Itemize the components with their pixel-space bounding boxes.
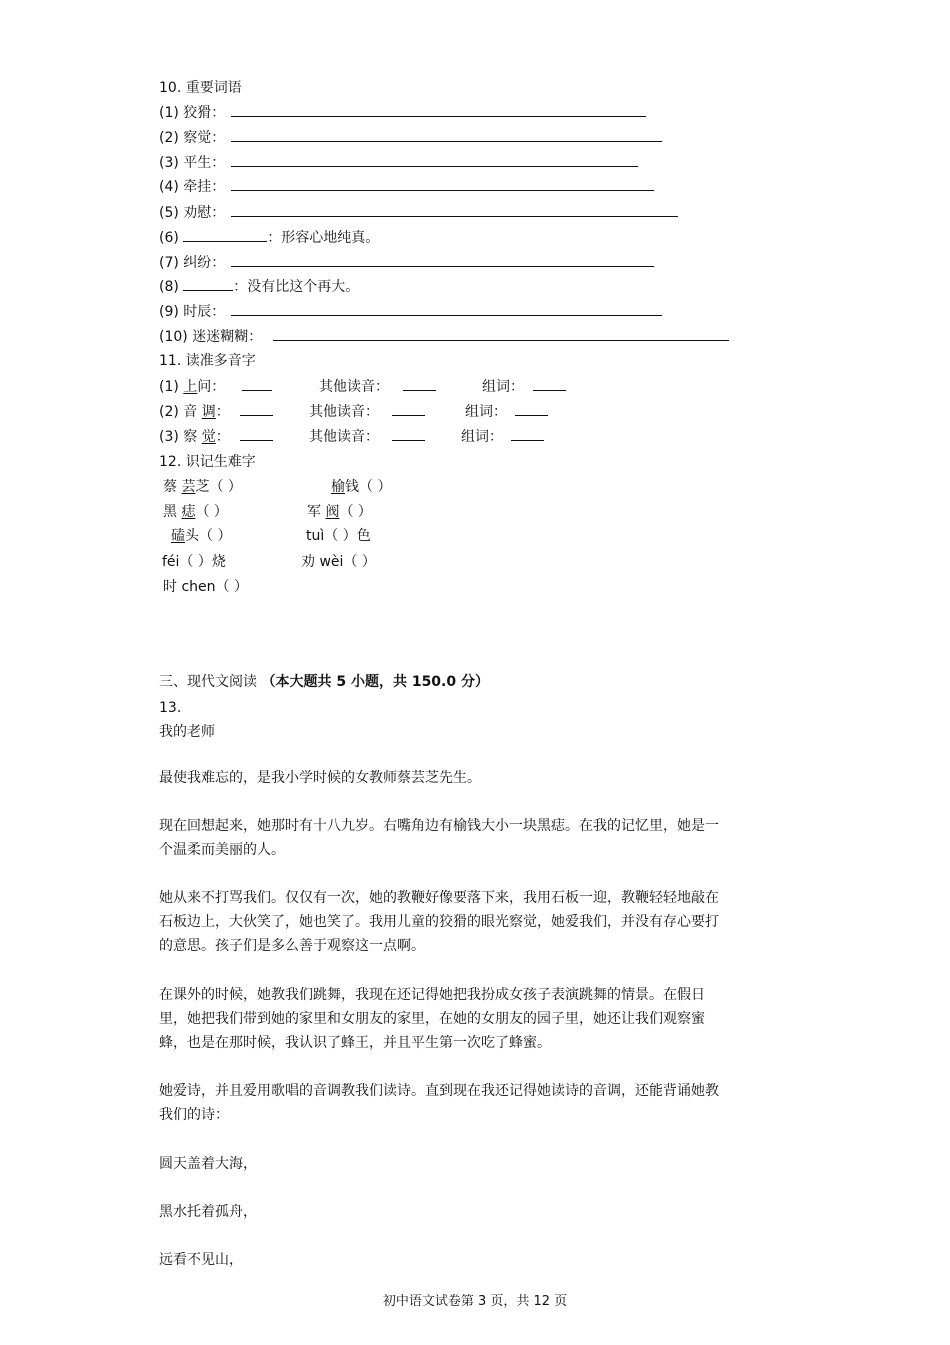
other-reading-label: 其他读音：: [309, 429, 379, 445]
other-reading-label: 其他读音：: [319, 379, 389, 395]
word-group-blank[interactable]: [533, 378, 566, 391]
q12-item-heizhi: 黑 痣（ ）: [163, 504, 228, 520]
q11-row-1: (1) 上问：: [159, 379, 226, 395]
poem-line-1: 圆天盖着大海，: [159, 1156, 257, 1172]
q10-item-7: [159, 254, 225, 272]
q12-item-tuise: tuì（ ）色: [306, 528, 371, 544]
other-reading-label: 其他读音：: [309, 404, 379, 420]
other-reading-blank[interactable]: [403, 378, 436, 391]
item-definition: ：形容心地纯真。: [267, 230, 380, 246]
page-footer: 初中语文试卷第 3 页，共 12 页: [382, 1294, 568, 1309]
row-number: (2): [159, 404, 179, 420]
word-group-label: 组词：: [482, 379, 524, 395]
answer-blank[interactable]: [231, 254, 654, 267]
passage-paragraph-3: 她从来不打骂我们。仅仅有一次，她的教鞭好像要落下来，我用石板一迎，教鞭轻轻地敲在石板边上，大伙笑了，她也笑了。我用儿童的狡猾的眼光察觉，她爱我们，并没有存心要打的意思。孩子们是多么善于观察这一点啊。: [159, 890, 719, 954]
reading-blank[interactable]: [240, 428, 273, 441]
target-char: 觉: [201, 429, 216, 445]
q12-item-shichen: 时 chen（ ）: [163, 579, 248, 595]
passage-paragraph-5: 她爱诗，并且爱用歌唱的音调教我们读诗。直到现在我还记得她读诗的音调，还能背诵她教我们的诗：: [159, 1083, 719, 1123]
item-word: 劝慰：: [183, 205, 226, 221]
reading-blank[interactable]: [242, 378, 272, 391]
section-3-title: 三、现代文阅读 （本大题共 5 小题，共 150.0 分）: [159, 674, 489, 690]
current-page: 3: [477, 1294, 487, 1309]
item-number: (5): [159, 205, 179, 221]
q13-number: 13.: [159, 700, 182, 716]
answer-blank[interactable]: [183, 229, 267, 242]
item-word: 纠纷：: [183, 255, 226, 271]
answer-blank[interactable]: [231, 178, 654, 191]
answer-blank[interactable]: [231, 154, 638, 167]
q12-heading: 12. 识记生难字: [159, 454, 256, 470]
q11-row-3: (3) 察 觉：: [159, 429, 230, 445]
poem-line-2: 黑水托着孤舟，: [159, 1204, 257, 1220]
passage-paragraph-2: 现在回想起来，她那时有十八九岁。右嘴角边有榆钱大小一块黑痣。在我的记忆里，她是一个温柔而美丽的人。: [159, 818, 719, 858]
reading-blank[interactable]: [240, 403, 273, 416]
q10-item-5: [159, 204, 225, 222]
item-number: (4): [159, 179, 179, 195]
word-group-label: 组词：: [461, 429, 503, 445]
q10-item-2: [159, 129, 225, 147]
answer-blank[interactable]: [231, 104, 646, 117]
item-word: 察觉：: [183, 130, 226, 146]
q10-item-1: [159, 104, 225, 122]
q12-item-ketou: 磕头（ ）: [171, 528, 232, 544]
other-reading-blank[interactable]: [392, 428, 425, 441]
passage-title: 我的老师: [159, 724, 215, 740]
answer-blank[interactable]: [231, 204, 678, 217]
other-reading-blank[interactable]: [392, 403, 425, 416]
passage-paragraph-4: 在课外的时候，她教我们跳舞，我现在还记得她把我扮成女孩子表演跳舞的情景。在假日里，她把我们带到她的家里和女朋友的家里，在她的女朋友的园子里，她还让我们观察蜜蜂，也是在那时候，我认识了蜂王，并且平生第一次吃了蜂蜜。: [159, 987, 705, 1051]
total-pages: 12: [533, 1294, 551, 1309]
q12-item-feishao: féi（ ）烧: [162, 554, 226, 570]
q12-item-junfa: 军 阀（ ）: [307, 504, 372, 520]
q10-item-9: [159, 303, 225, 321]
item-word: 时辰：: [183, 304, 226, 320]
item-word: 迷迷糊糊：: [192, 329, 263, 345]
target-char: 痣: [181, 504, 196, 520]
item-number: (6): [159, 230, 179, 246]
item-number: (2): [159, 130, 179, 146]
q10-item-3: [159, 154, 225, 172]
poem-line-3: 远看不见山，: [159, 1252, 243, 1268]
q10-item-8: [159, 278, 359, 296]
item-number: (10): [159, 329, 188, 345]
item-number: (9): [159, 304, 179, 320]
q10-item-4: [159, 178, 225, 196]
q12-item-quanwei: 劝 wèi（ ）: [301, 554, 376, 570]
answer-blank[interactable]: [183, 278, 233, 291]
target-char: 上: [183, 379, 198, 395]
q12-item-yuqian: 榆钱（ ）: [331, 479, 392, 495]
target-char: 芸: [181, 479, 196, 495]
word-group-blank[interactable]: [515, 403, 548, 416]
answer-blank[interactable]: [231, 129, 662, 142]
item-word: 牵挂：: [183, 179, 226, 195]
q11-heading: 11. 读准多音字: [159, 353, 256, 369]
target-char: 阀: [325, 504, 340, 520]
target-char: 调: [201, 404, 216, 420]
q10-heading: 10. 重要词语: [159, 80, 242, 96]
target-char: 磕: [171, 528, 185, 544]
q11-row-2: (2) 音 调：: [159, 404, 230, 420]
item-number: (7): [159, 255, 179, 271]
item-number: (1): [159, 105, 179, 121]
item-number: (8): [159, 279, 179, 295]
item-number: (3): [159, 155, 179, 171]
q10-item-6: [159, 229, 379, 247]
q10-item-10: [159, 328, 262, 346]
item-word: 狡猾：: [183, 105, 226, 121]
answer-blank[interactable]: [231, 303, 662, 316]
word-group-blank[interactable]: [511, 428, 544, 441]
item-definition: ：没有比这个再大。: [233, 279, 360, 295]
q12-item-yunzhi: 蔡 芸芝（ ）: [163, 479, 242, 495]
item-word: 平生：: [183, 155, 226, 171]
row-number: (3): [159, 429, 179, 445]
word-group-label: 组词：: [465, 404, 507, 420]
row-number: (1): [159, 379, 179, 395]
answer-blank[interactable]: [273, 328, 729, 341]
passage-paragraph-1: 最使我难忘的，是我小学时候的女教师蔡芸芝先生。: [159, 770, 481, 786]
target-char: 榆: [331, 479, 345, 495]
